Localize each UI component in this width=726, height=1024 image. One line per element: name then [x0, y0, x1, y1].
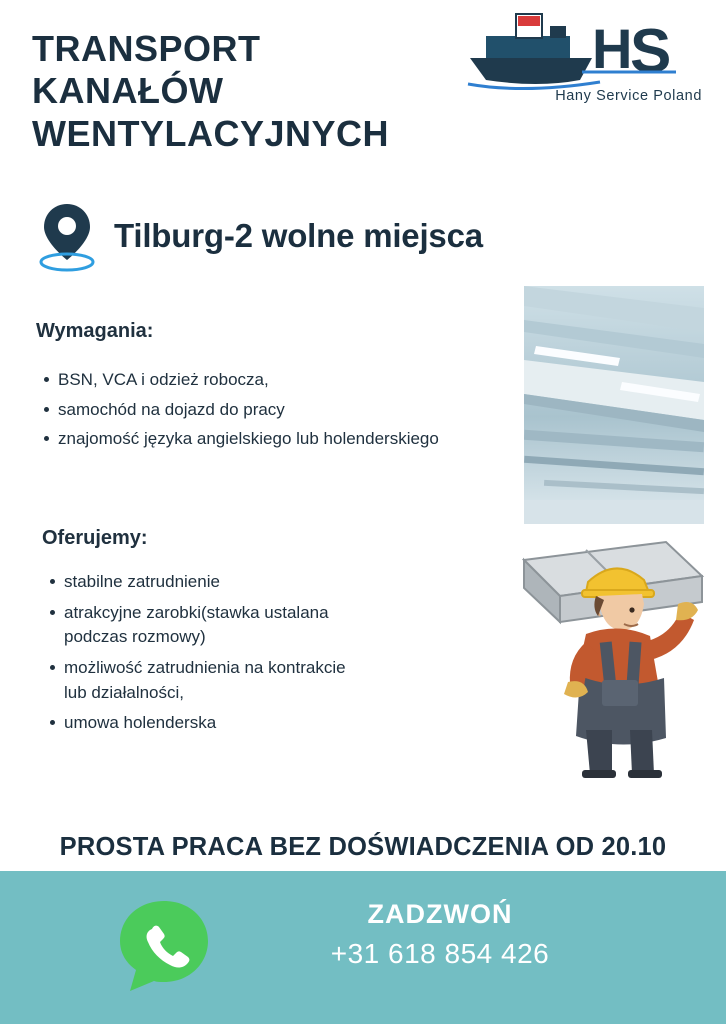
location-row: [34, 200, 483, 272]
list-item: samochód na dojazd do pracy: [58, 398, 458, 423]
title-line-1: TRANSPORT: [32, 28, 261, 69]
ventilation-ducts-ceiling-photo: [524, 286, 704, 524]
list-item: znajomość języka angielskiego lub holenderskiego: [58, 427, 458, 452]
svg-text:S: S: [630, 17, 672, 86]
title-line-2: KANAŁÓW: [32, 70, 224, 112]
footer-contact-bar: [0, 871, 726, 1024]
experience-banner: PROSTA PRACA BEZ DOŚWIADCZENIA OD 20.10: [59, 833, 667, 861]
requirements-list: [36, 368, 458, 457]
list-item: stabilne zatrudnienie: [64, 570, 364, 595]
logo-block: [464, 6, 704, 106]
footer-text-block: [190, 899, 690, 970]
location-text: Tilburg-2 wolne miejsca: [114, 217, 483, 254]
ship-icon: [464, 6, 704, 92]
page-title: [32, 28, 462, 155]
list-item: umowa holenderska: [64, 711, 364, 736]
list-item: atrakcyjne zarobki(stawka ustalana podczas rozmowy): [64, 601, 364, 650]
call-cta-label: ZADZWOŃ: [367, 899, 513, 929]
svg-text:H: H: [592, 17, 633, 80]
requirements-heading: Wymagania:: [36, 320, 154, 342]
map-pin-icon: [34, 200, 100, 272]
phone-number[interactable]: +31 618 854 426: [330, 938, 550, 969]
logo-caption: Hany Service Poland: [555, 88, 702, 104]
list-item: możliwość zatrudnienia na kontrakcie lub działalności,: [64, 656, 364, 705]
offer-list: [42, 570, 364, 742]
title-line-3: WENTYLACYJNYCH: [32, 112, 390, 154]
offer-heading: Oferujemy:: [42, 527, 148, 549]
worker-carrying-duct-illustration: [516, 530, 712, 780]
list-item: BSN, VCA i odzież robocza,: [58, 368, 458, 393]
